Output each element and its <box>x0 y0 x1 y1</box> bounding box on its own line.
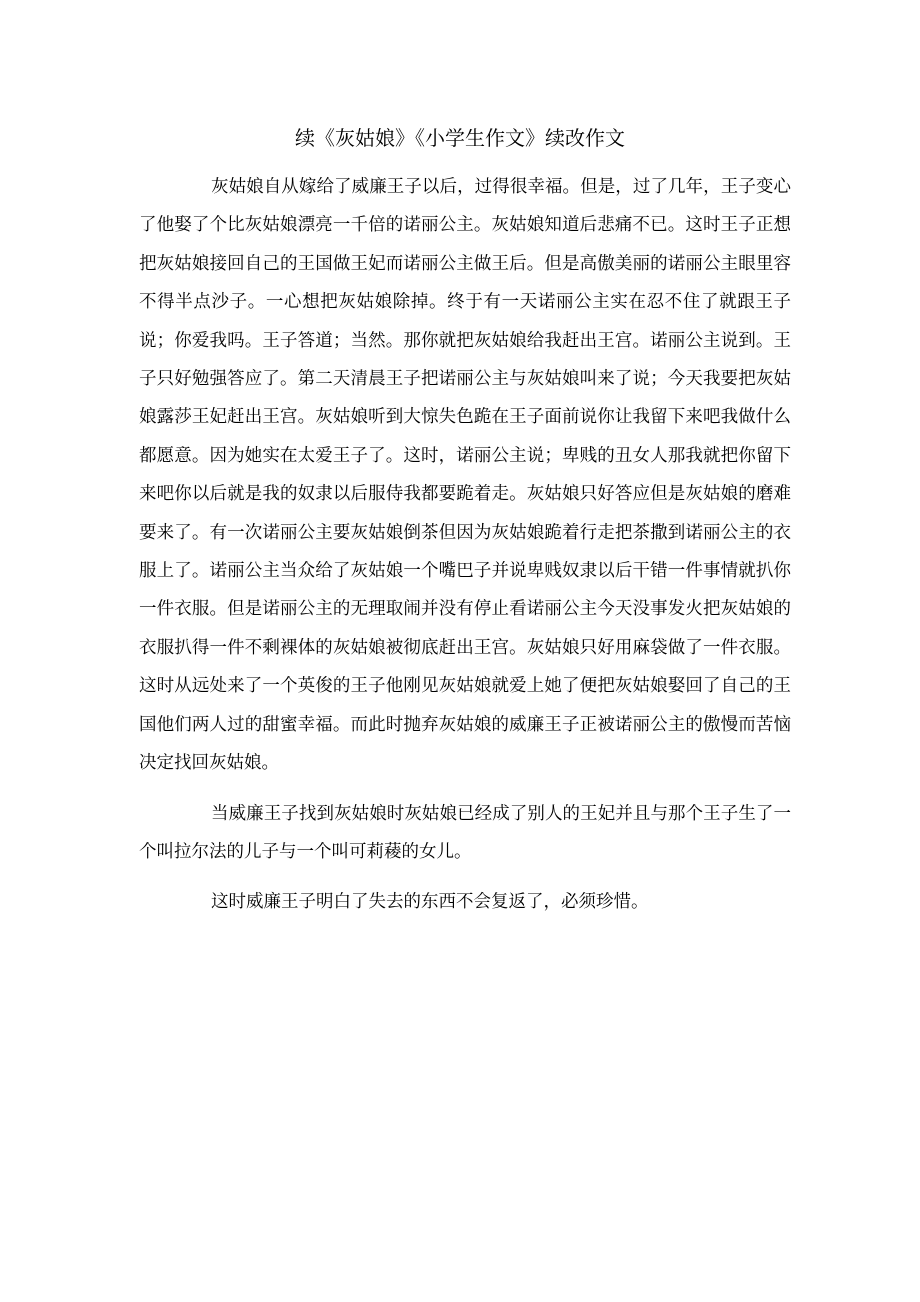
document-title: 续《灰姑娘》《小学生作文》续改作文 <box>295 126 625 150</box>
paragraph-2: 当威廉王子找到灰姑娘时灰姑娘已经成了别人的王妃并且与那个王子生了一个叫拉尔法的儿子与一个叫可莉薐的女儿。 <box>139 803 791 862</box>
document-body <box>139 168 791 922</box>
paragraph-1: 灰姑娘自从嫁给了威廉王子以后，过得很幸福。但是，过了几年，王子变心了他娶了个比灰姑娘漂亮一千倍的诺丽公主。灰姑娘知道后悲痛不已。这时王子正想把灰姑娘接回自己的王国做王妃而诺丽公主做王后。但是高傲美丽的诺丽公主眼里容不得半点沙子。一心想把灰姑娘除掉。终于有一天诺丽公主实在忍不住了就跟王子说；你爱我吗。王子答道；当然。那你就把灰姑娘给我赶出王宫。诺丽公主说到。王子只好勉强答应了。第二天清晨王子把诺丽公主与灰姑娘叫来了说；今天我要把灰姑娘露莎王妃赶出王宫。灰姑娘听到大惊失色跪在王子面前说你让我留下来吧我做什么都愿意。因为她实在太爱王子了。这时，诺丽公主说；卑贱的丑女人那我就把你留下来吧你以后就是我的奴隶以后服侍我都要跪着走。灰姑娘只好答应但是灰姑娘的磨难要来了。有一次诺丽公主要灰姑娘倒茶但因为灰姑娘跪着行走把茶撒到诺丽公主的衣服上了。诺丽公主当众给了灰姑娘一个嘴巴子并说卑贱奴隶以后干错一件事情就扒你一件衣服。但是诺丽公主的无理取闹并没有停止看诺丽公主今天没事发火把灰姑娘的衣服扒得一件不剩裸体的灰姑娘被彻底赶出王宫。灰姑娘只好用麻袋做了一件衣服。这时从远处来了一个英俊的王子他刚见灰姑娘就爱上她了便把灰姑娘娶回了自己的王国他们两人过的甜蜜幸福。而此时抛弃灰姑娘的威廉王子正被诺丽公主的傲慢而苦恼决定找回灰姑娘。 <box>139 177 791 774</box>
paragraph-3: 这时威廉王子明白了失去的东西不会复返了，必须珍惜。 <box>211 892 649 913</box>
